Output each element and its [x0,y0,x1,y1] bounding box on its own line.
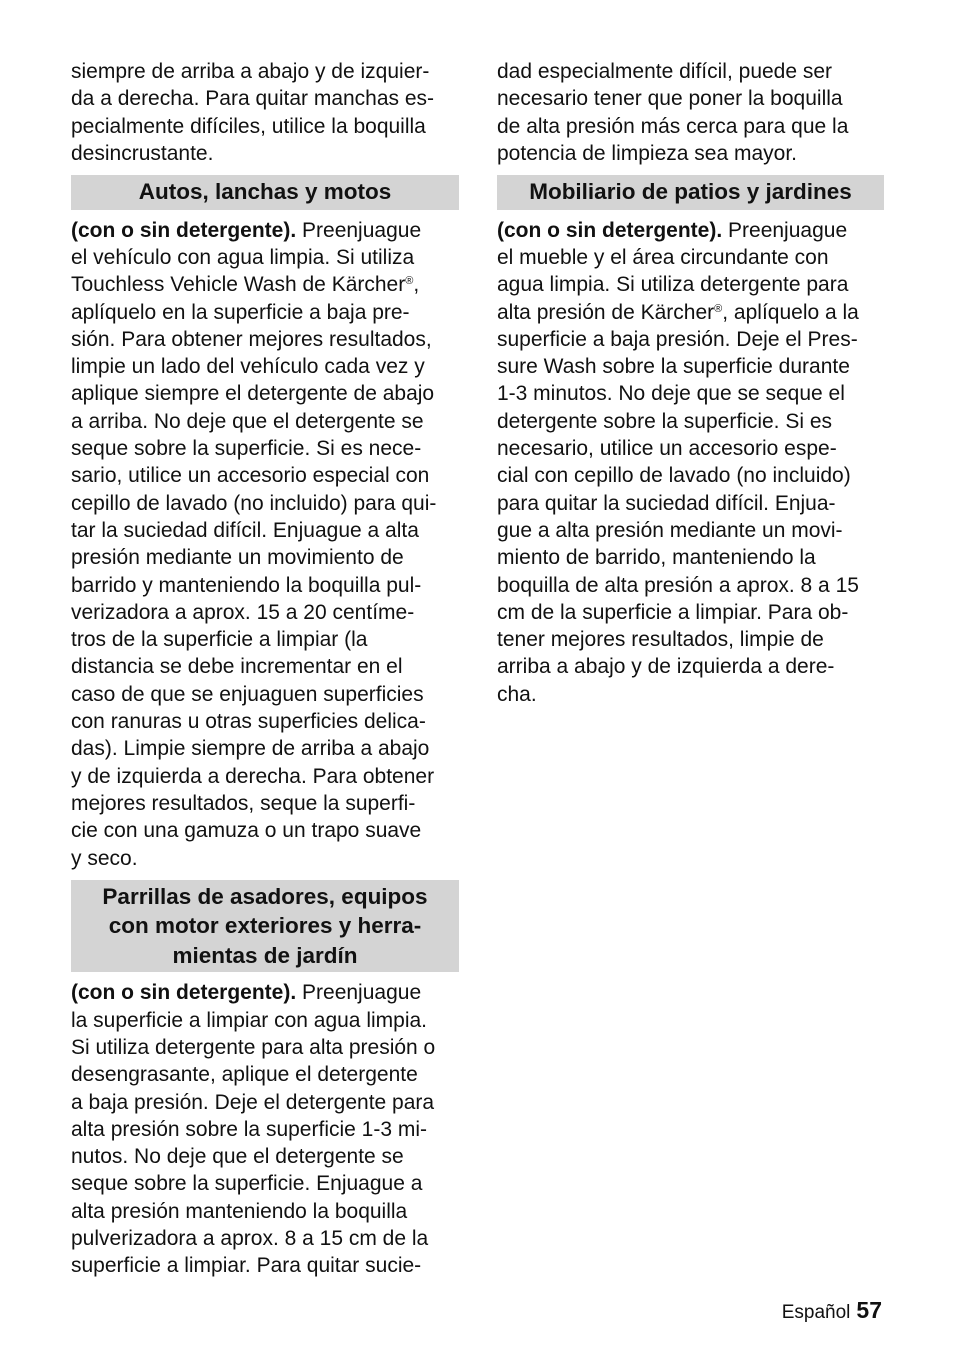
section-heading-autos: Autos, lanchas y motos [71,175,459,210]
continuation-paragraph: dad especialmente difícil, puede ser necesario tener que poner la boquilla de alta presión más cerca para que la potencia de limpieza sea mayor. [497,60,849,165]
page-number: 57 [856,1297,882,1323]
section-heading-parrillas: Parrillas de asadores, equipos con motor exteriores y herra- mientas de jardín [71,880,459,973]
registered-mark: ® [405,275,414,288]
body-text: Preenjuague la superficie a limpiar con agua limpia. Si utiliza detergente para alta presión o desengrasante, aplique el detergente a baja presión. Deje el detergente para alta presión sobre la superficie 1-3 mi- nutos. No deje que el detergente se seque sobre la superficie. Enjuague a alta presión manteniendo la boquilla pulverizadora a aprox. 8 a 15 cm de la superficie a limpiar. Para quitar sucie- [71,981,436,1278]
section-heading-mobiliario: Mobiliario de patios y jardines [497,175,884,210]
lead-text: (con o sin detergente). [497,218,723,242]
intro-paragraph: siempre de arriba a abajo y de izquier- da a derecha. Para quitar manchas es- pecialmente difíciles, utilice la boquilla desincrustante. [71,60,435,165]
page-footer [782,1295,882,1328]
right-column [497,58,884,708]
body-text: , aplíquelo en la superficie a baja pre- sión. Para obtener mejores resultados, limpie un lado del vehículo cada vez y aplique siempre el detergente de abajo a arriba. No deje que el detergente se seque sobre la superficie. Si es nece- sario, utilice un accesorio especial con cepillo de lavado (no incluido) para qui- tar la suciedad difícil. Enjuague a alta presión mediante un movimiento de barrido y manteniendo la boquilla pul- verizadora a aprox. 15 a 20 centíme- tros de la superficie a limpiar (la distancia se debe incrementar en el caso de que se enjuaguen superficies con ranuras u otras superficies delica- das). Limpie siempre de arriba a abajo y de izquierda a derecha. Para obtener mejores resultados, seque la superfi- cie con una gamuza o un trapo suave y seco. [71,273,437,870]
section-body-mobiliario [497,217,884,708]
section-body-autos [71,217,459,872]
body-text: , aplíquelo a la superficie a baja presión. Deje el Pres- sure Wash sobre la superficie durante 1-3 minutos. No deje que se seque el detergente sobre la superficie. Si es necesario, utilice un accesorio espe- cial con cepillo de lavado (no incluido) para quitar la suciedad difícil. Enjua- gue a alta presión mediante un movi- miento de barrido, manteniendo la boquilla de alta presión a aprox. 8 a 15 cm de la superficie a limpiar. Para ob- tener mejores resultados, limpie de arriba a abajo y de izquierda a dere- cha. [497,300,859,706]
body-text: Preenjuague el vehículo con agua limpia. Si utiliza Touchless Vehicle Wash de Kärcher [71,218,422,297]
left-column [71,58,459,1280]
lead-text: (con o sin detergente). [71,981,297,1005]
footer-language: Español [781,1302,851,1323]
lead-text: (con o sin detergente). [71,218,297,242]
body-text: Preenjuague el mueble y el área circundante con agua limpia. Si utiliza detergente para alta presión de Kärcher [497,218,849,324]
section-body-parrillas [71,979,459,1279]
registered-mark: ® [714,302,723,315]
